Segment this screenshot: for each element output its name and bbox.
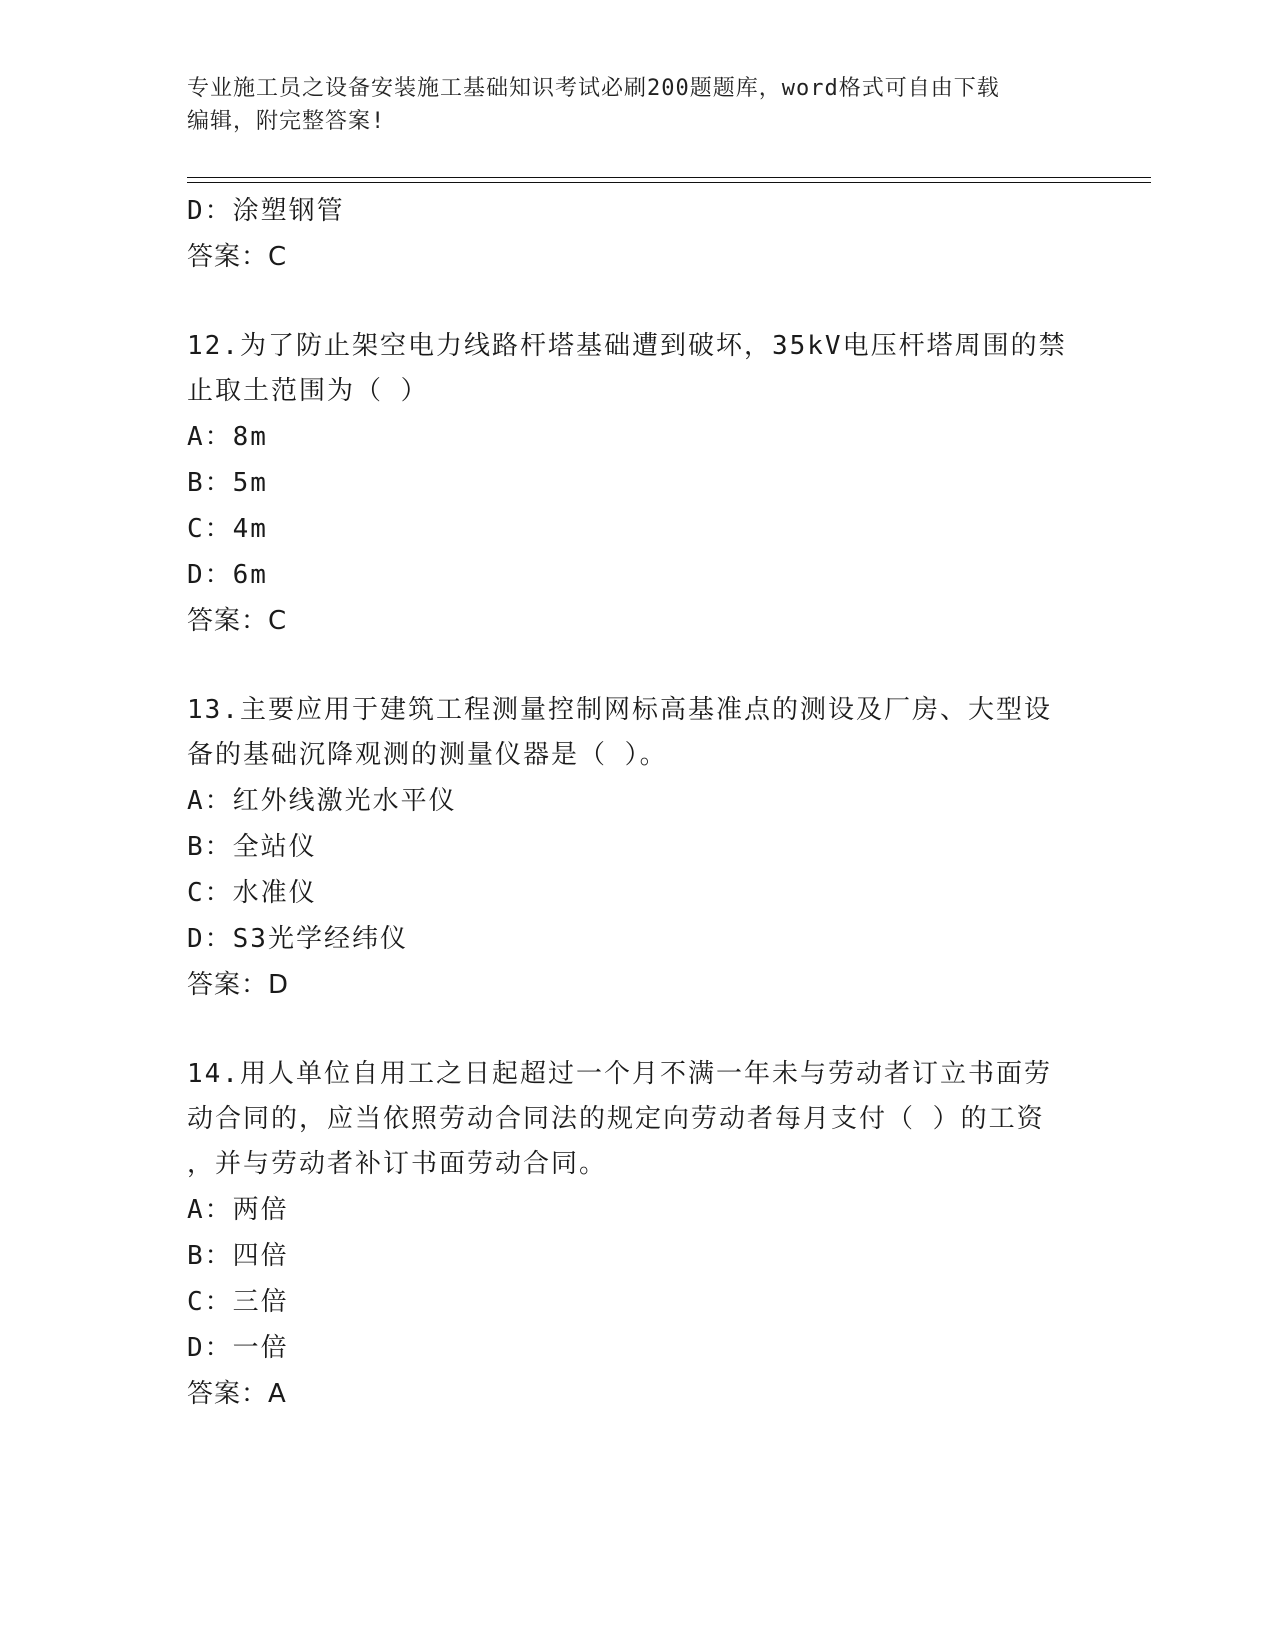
option-a: A：两倍 [187, 1195, 289, 1225]
option-c: C：三倍 [187, 1287, 289, 1317]
question-14 [187, 1052, 1107, 1417]
option-c: C：水准仪 [187, 878, 317, 908]
option-b: B：5m [187, 468, 268, 498]
stem-line: ，并与劳动者补订书面劳动合同。 [187, 1149, 608, 1179]
header-line-1: 专业施工员之设备安装施工基础知识考试必刷200题题库，word格式可自由下载 [187, 76, 1000, 101]
question-stem [187, 324, 1107, 414]
option-b: B：四倍 [187, 1241, 289, 1271]
prev-option-d: D：涂塑钢管 [187, 196, 345, 226]
option-d: D：S3光学经纬仪 [187, 924, 408, 954]
question-stem [187, 688, 1107, 778]
answer: 答案：D [187, 970, 290, 1000]
question-12 [187, 324, 1107, 644]
stem-line: 12.为了防止架空电力线路杆塔基础遭到破坏，35kV电压杆塔周围的禁 [187, 331, 1067, 361]
header-line-2: 编辑，附完整答案! [187, 109, 386, 134]
stem-line: 止取土范围为（ ） [187, 376, 429, 406]
prev-answer: 答案：C [187, 242, 288, 272]
option-d: D：6m [187, 560, 268, 590]
option-d: D：一倍 [187, 1333, 289, 1363]
answer: 答案：C [187, 606, 288, 636]
question-list [187, 188, 1107, 1417]
stem-line: 动合同的，应当依照劳动合同法的规定向劳动者每月支付（ ）的工资 [187, 1104, 1045, 1134]
option-a: A：红外线激光水平仪 [187, 786, 457, 816]
option-a: A：8m [187, 422, 268, 452]
answer: 答案：A [187, 1379, 287, 1409]
stem-line: 备的基础沉降观测的测量仪器是（ ）。 [187, 740, 668, 770]
question-stem [187, 1052, 1107, 1187]
option-b: B：全站仪 [187, 832, 317, 862]
stem-line: 14.用人单位自用工之日起超过一个月不满一年未与劳动者订立书面劳 [187, 1059, 1052, 1089]
header-divider [187, 177, 1151, 183]
question-13 [187, 688, 1107, 1008]
option-c: C：4m [187, 514, 268, 544]
page-header [187, 72, 1087, 138]
stem-line: 13.主要应用于建筑工程测量控制网标高基准点的测设及厂房、大型设 [187, 695, 1052, 725]
